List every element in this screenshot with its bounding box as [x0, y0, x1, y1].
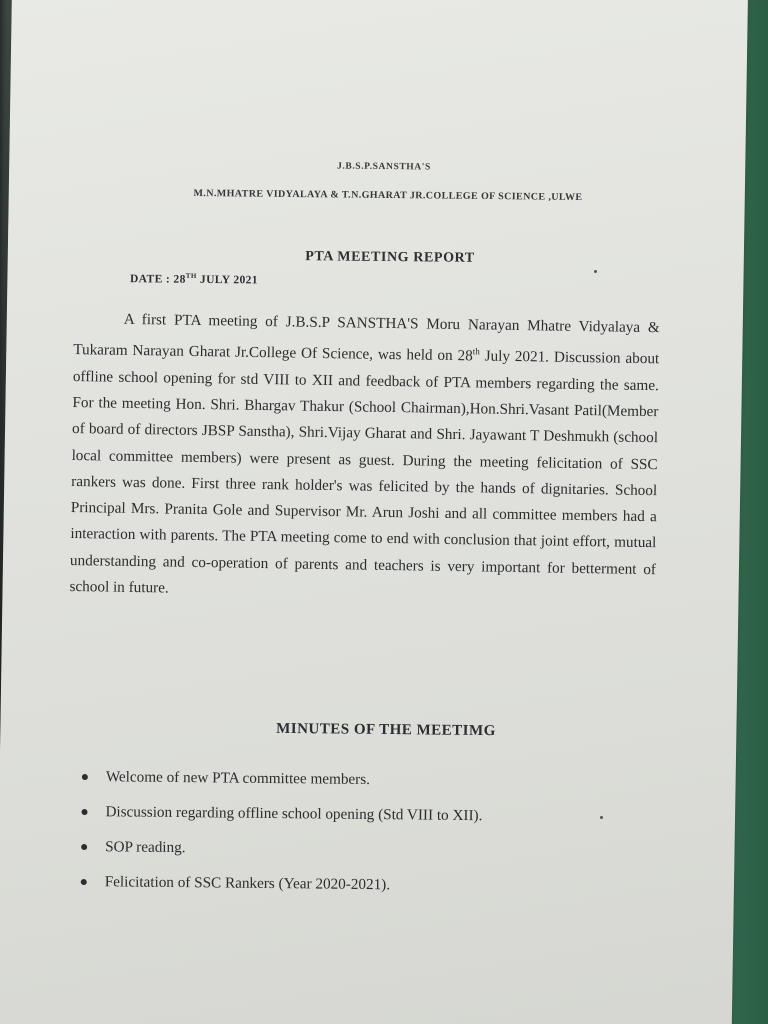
report-date — [130, 271, 258, 286]
minutes-item-text: Welcome of new PTA committee members. — [105, 768, 371, 789]
paragraph-part1: A first PTA meeting of J.B.S.P SANSTHA'S Moru Narayan Mhatre Vidyalaya & Tukaram Narayan Gharat Jr.College Of Science, was held on 28 — [73, 310, 660, 365]
date-prefix: DATE : 28 — [129, 273, 186, 286]
bullet-icon — [82, 774, 88, 780]
paragraph-superscript: th — [472, 346, 480, 357]
bullet-icon — [81, 844, 87, 850]
minutes-item — [79, 834, 639, 875]
minutes-item — [80, 764, 640, 805]
minutes-item-text: SOP reading. — [105, 838, 186, 857]
minutes-item-text: Felicitation of SSC Rankers (Year 2020-2021). — [104, 873, 391, 894]
paper-speck — [600, 816, 603, 819]
organization-name: J.B.S.P.SANSTHA'S — [337, 161, 431, 173]
institution-name: M.N.MHATRE VIDYALAYA & T.N.GHARAT JR.COLLEGE OF SCIENCE ,ULWE — [193, 187, 583, 204]
report-title: PTA MEETING REPORT — [305, 249, 475, 266]
report-paragraph — [69, 306, 660, 609]
minutes-item — [79, 799, 639, 840]
minutes-item-text: Discussion regarding offline school opening (Std VIII to XII). — [105, 803, 483, 825]
minutes-title: MINUTES OF THE MEETIMG — [276, 720, 496, 740]
paragraph-part2: July 2021. Discussion about offline school opening for std VIII to XII and feedback of PTA members regarding the same. For the meeting Hon. Shri. Bhargav Thakur (School Chairman),Hon.Shri.Vasant Patil(Member of board of directors JBSP Sanstha), Shri.Vijay Gharat and Shri. Jayawant T Deshmukh (school local committee members) were present as guest. During the meeting felicitation of SSC rankers was done. First three rank holder's was felicited by the hands of dignitaries. School Principal Mrs. Pranita Gole and Supervisor Mr. Arun Joshi and all committee members had a interaction with parents. The PTA meeting come to end with conclusion that joint effort, mutual understanding and co-operation of parents and teachers is very important for betterment of school in future. — [69, 347, 660, 597]
date-rest: JULY 2021 — [196, 273, 259, 287]
bullet-icon — [81, 879, 87, 885]
bullet-icon — [81, 809, 87, 815]
minutes-item — [79, 869, 639, 910]
minutes-list — [79, 764, 640, 910]
date-suffix: TH — [185, 271, 197, 281]
paper-speck — [594, 270, 597, 273]
